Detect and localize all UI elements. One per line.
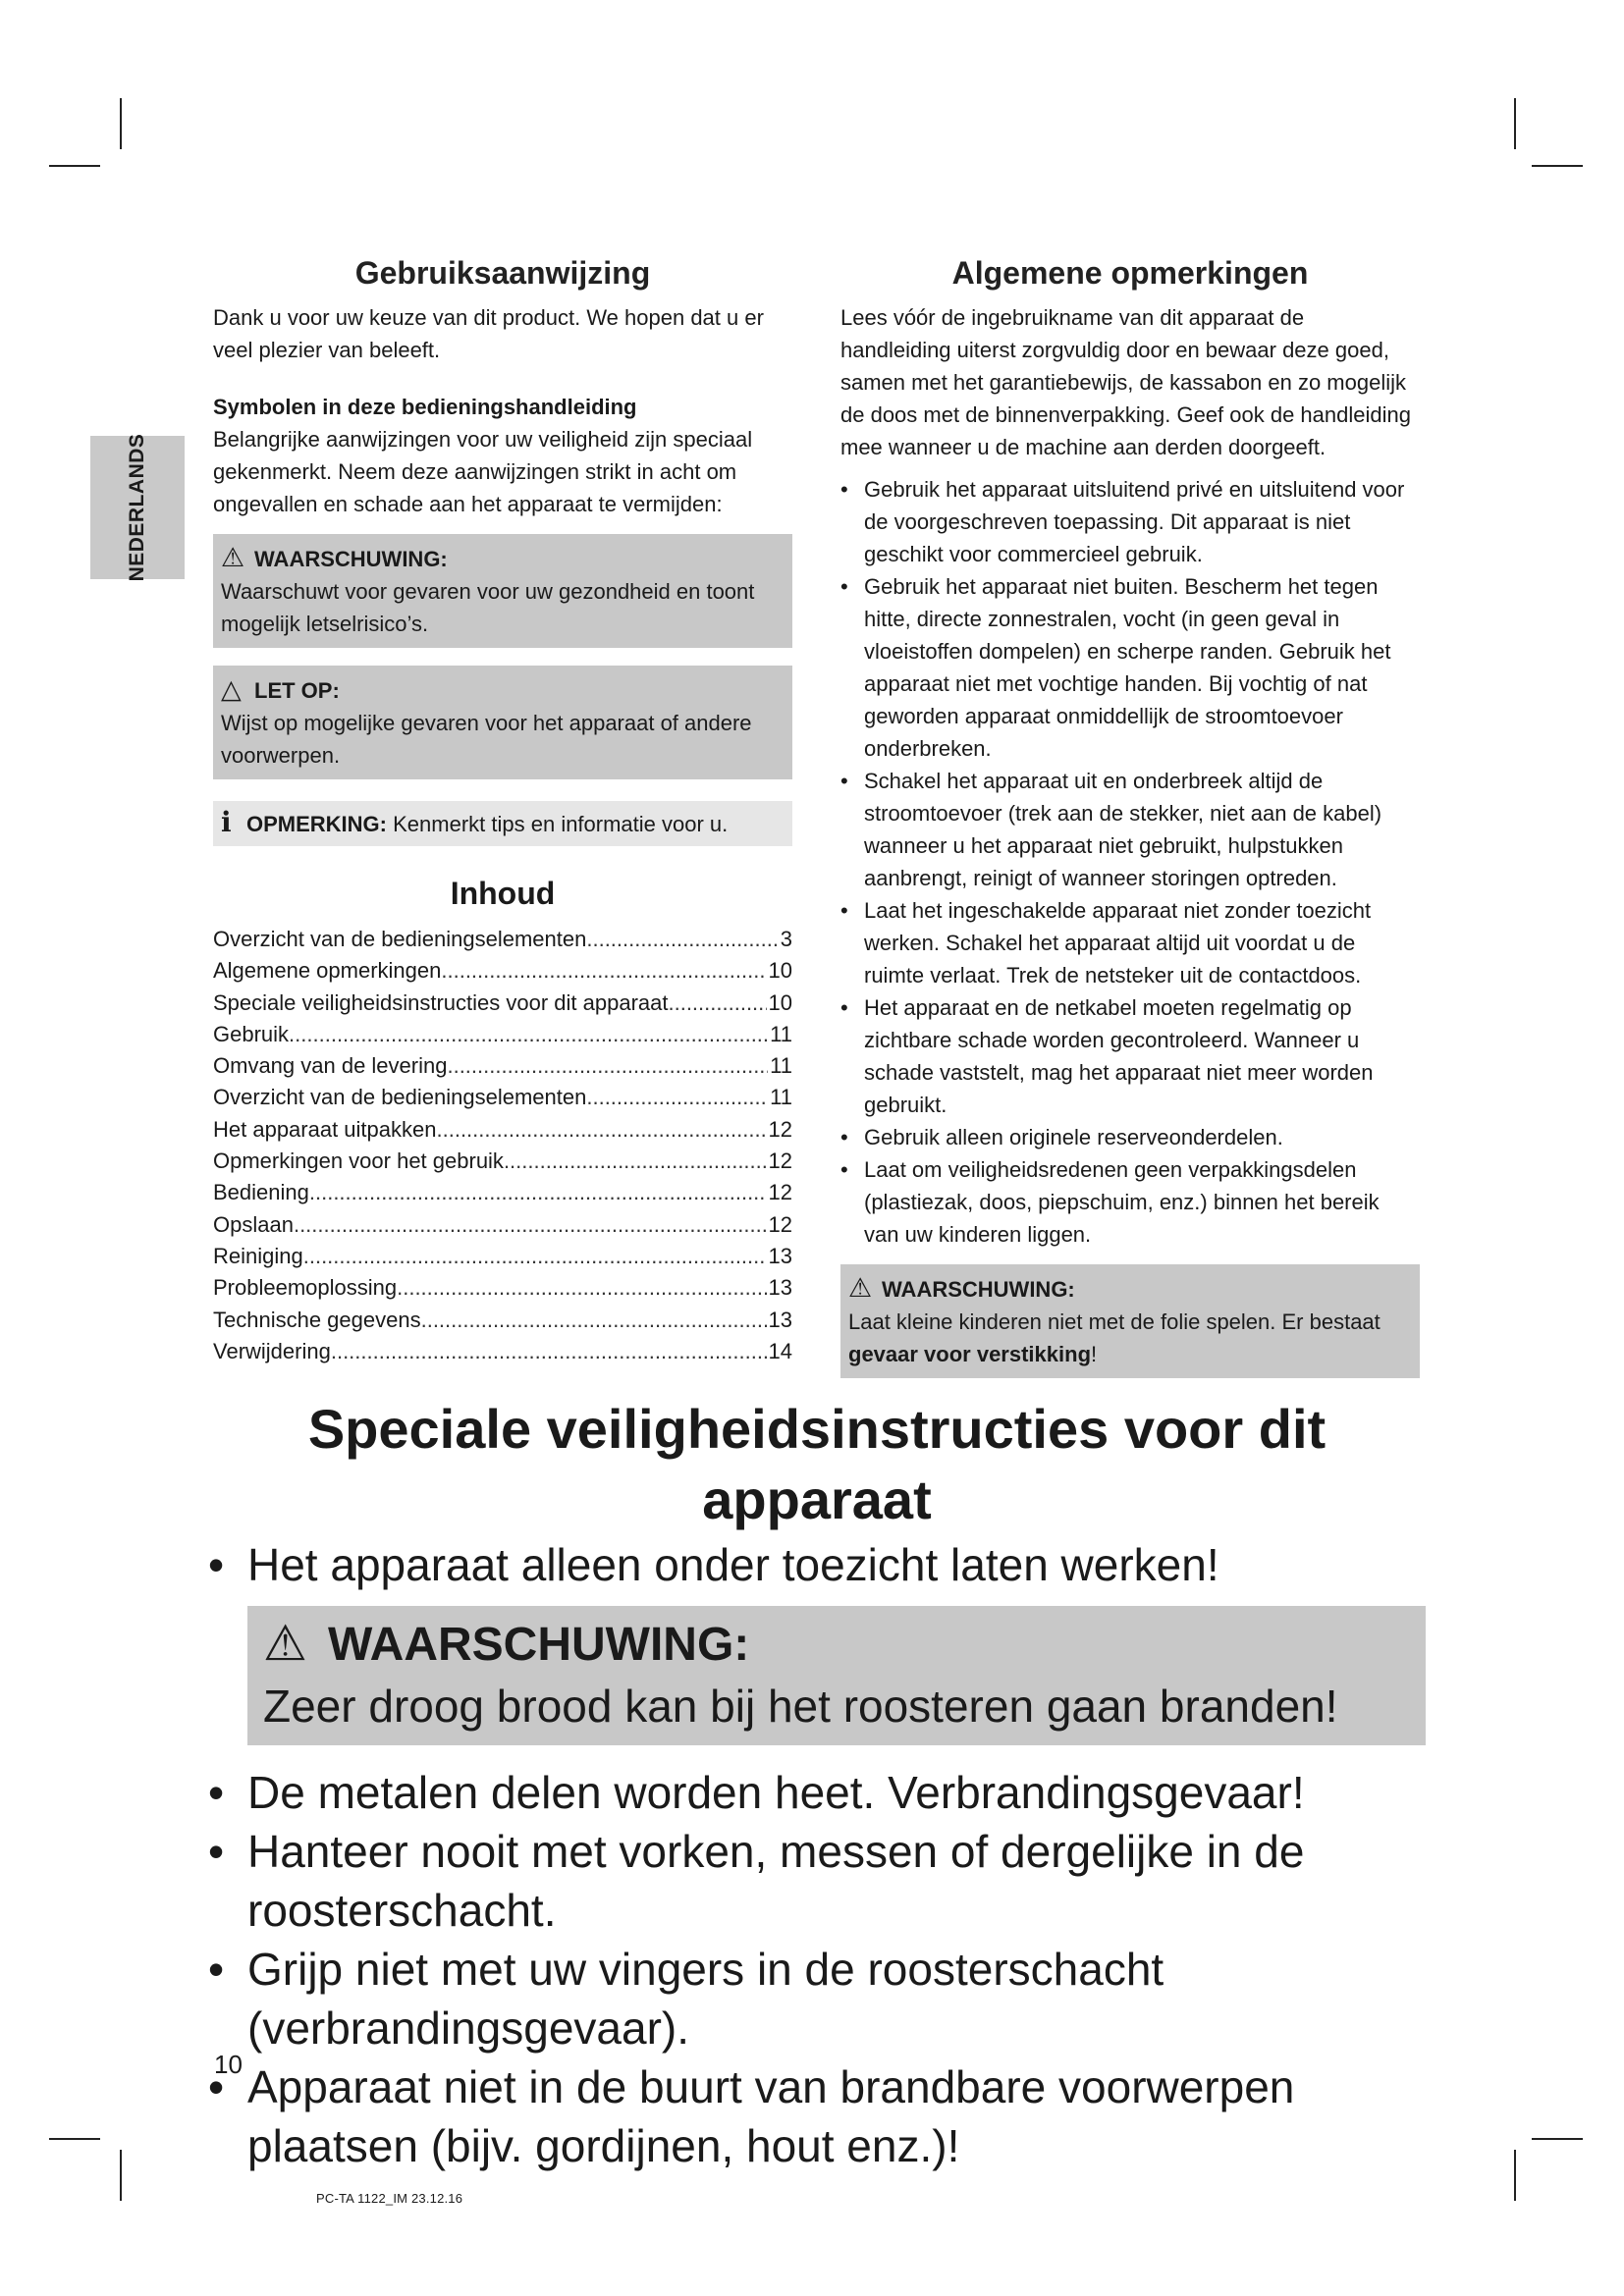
general-notes-list [840, 473, 1420, 1251]
toc-leader [421, 1305, 767, 1336]
toc-list [213, 924, 792, 1367]
toc-leader [586, 924, 778, 955]
toc-entry-title: Gebruik [213, 1021, 290, 1046]
footer-code: PC-TA 1122_IM 23.12.16 [316, 2191, 463, 2206]
language-tab-label: NEDERLANDS [126, 433, 148, 582]
right-column [840, 245, 1420, 1378]
toc-leader [309, 1177, 767, 1208]
big-warning-title: WAARSCHUWING: [328, 1619, 750, 1671]
toc-row [213, 1209, 792, 1241]
toc-entry-page: 14 [768, 1338, 792, 1363]
toc-entry-title: Technische gegevens [213, 1307, 421, 1332]
general-note-item: • Schakel het apparaat uit en onderbreek altijd de stroomtoevoer (trek aan de stekker, niet aan de kabel) wanneer u het apparaat niet gebruikt, hulpstukken aanbrengt, reinigt of wanneer storingen optreden. [840, 765, 1420, 894]
warning-bold-text: gevaar voor verstikking [848, 1342, 1092, 1366]
table-of-contents [213, 876, 792, 1367]
toc-entry-title: Verwijdering [213, 1338, 331, 1363]
toc-entry-page: 12 [768, 1148, 792, 1174]
toc-row [213, 955, 792, 987]
toc-entry-page: 11 [770, 1021, 792, 1046]
toc-entry-title: Overzicht van de bedieningselementen [213, 1085, 587, 1110]
toc-entry-title: Algemene opmerkingen [213, 958, 442, 984]
safety-item: • De metalen delen worden heet. Verbrandingsgevaar! [208, 1763, 1426, 1822]
toc-leader [668, 988, 766, 1019]
special-safety-list [208, 1535, 1426, 1594]
toc-entry-title: Bediening [213, 1180, 309, 1205]
general-note-item: • Gebruik het apparaat niet buiten. Bescherm het tegen hitte, directe zonnestralen, vocht (in geen geval in vloeistoffen dompelen) en scherpe randen. Gebruik het apparaat niet met vochtige handen. Bij vochtig of nat geworden apparaat onmiddellijk de stroomtoevoer onderbreken. [840, 570, 1420, 765]
safety-item: • Het apparaat alleen onder toezicht laten werken! [208, 1535, 1426, 1594]
warning-end: ! [1091, 1342, 1098, 1366]
general-note-item: • Gebruik het apparaat uitsluitend privé en uitsluitend voor de voorgeschreven toepassing. Dit apparaat is niet geschikt voor commercieel gebruik. [840, 473, 1420, 570]
toc-leader [294, 1209, 767, 1241]
general-notes-intro: Lees vóór de ingebruikname van dit apparaat de handleiding uiterst zorgvuldig door en bewaar deze goed, samen met het garantiebewijs, de kassabon en zo mogelijk de doos met de binnenverpakking. Geef ook de handleiding mee wanneer u de machine aan derden doorgeeft. [840, 305, 1411, 459]
special-safety-section [208, 1394, 1426, 2175]
warning-box [213, 534, 792, 648]
language-tab [90, 433, 185, 582]
special-safety-list-2 [208, 1763, 1426, 2175]
symbols-heading: Symbolen in deze bedieningshandleiding [213, 395, 637, 419]
toc-title: Inhoud [450, 876, 556, 911]
toc-entry-title: Het apparaat uitpakken [213, 1116, 437, 1142]
big-warning-box [247, 1606, 1426, 1745]
toc-leader [437, 1114, 767, 1146]
crop-mark [49, 165, 100, 167]
warning-triangle-icon: ⚠ [848, 1273, 873, 1303]
toc-row [213, 1305, 792, 1336]
toc-entry-page: 13 [768, 1243, 792, 1268]
crop-mark [49, 2138, 100, 2140]
intro-text: Dank u voor uw keuze van dit product. We hopen dat u er veel plezier van beleeft. [213, 305, 764, 362]
crop-mark [1514, 98, 1516, 149]
toc-entry-title: Overzicht van de bedieningselementen [213, 927, 587, 951]
toc-row [213, 1019, 792, 1050]
toc-row [213, 1146, 792, 1177]
toc-entry-page: 13 [768, 1307, 792, 1332]
safety-item: • Hanteer nooit met vorken, messen of dergelijke in de roosterschacht. [208, 1822, 1426, 1940]
symbols-text: Belangrijke aanwijzingen voor uw veiligheid zijn speciaal gekenmerkt. Neem deze aanwijzingen strikt in acht om ongevallen en schade aan het apparaat te vermijden: [213, 427, 753, 516]
warning-title: WAARSCHUWING: [882, 1277, 1075, 1302]
general-note-item: • Gebruik alleen originele reserveonderdelen. [840, 1121, 1420, 1153]
safety-item: • Grijp niet met uw vingers in de roosterschacht (verbrandingsgevaar). [208, 1940, 1426, 2057]
general-note-item: • Het apparaat en de netkabel moeten regelmatig op zichtbare schade worden gecontroleerd. Wanneer u schade vaststelt, mag het apparaat niet meer worden gebruikt. [840, 991, 1420, 1121]
toc-leader [289, 1019, 768, 1050]
warning-triangle-icon: ⚠ [263, 1616, 307, 1671]
toc-entry-title: Reiniging [213, 1243, 303, 1268]
note-title: OPMERKING: [246, 812, 387, 836]
toc-leader [504, 1146, 767, 1177]
info-icon: i [221, 806, 232, 838]
toc-leader [441, 955, 766, 987]
toc-entry-page: 13 [768, 1275, 792, 1301]
toc-row [213, 1114, 792, 1146]
toc-entry-page: 11 [770, 1053, 792, 1079]
toc-row [213, 1336, 792, 1367]
toc-entry-title: Opslaan [213, 1211, 294, 1237]
toc-row [213, 1241, 792, 1272]
toc-leader [331, 1336, 767, 1367]
general-note-item: • Laat het ingeschakelde apparaat niet zonder toezicht werken. Schakel het apparaat altijd uit voordat u de ruimte verlaat. Trek de netsteker uit de contactdoos. [840, 894, 1420, 991]
note-box [213, 801, 792, 846]
warning-triangle-icon: ⚠ [221, 543, 245, 572]
crop-mark [1514, 2150, 1516, 2201]
toc-entry-title: Omvang van de levering [213, 1053, 448, 1079]
toc-leader [447, 1050, 768, 1082]
crop-mark [120, 98, 122, 149]
toc-row [213, 988, 792, 1019]
toc-entry-title: Speciale veiligheidsinstructies voor dit apparaat [213, 989, 669, 1015]
crop-mark [120, 2150, 122, 2201]
manual-title: Gebruiksaanwijzing [354, 255, 651, 291]
toc-entry-title: Probleemoplossing [213, 1275, 398, 1301]
caution-box [213, 666, 792, 779]
warning-text: Waarschuwt voor gevaren voor uw gezondheid en toont mogelijk letselrisico’s. [221, 579, 755, 636]
caution-text: Wijst op mogelijke gevaren voor het apparaat of andere voorwerpen. [221, 711, 752, 768]
caution-triangle-icon: △ [221, 674, 242, 704]
warning-title: WAARSCHUWING: [254, 547, 448, 571]
crop-mark [1532, 165, 1583, 167]
toc-entry-title: Opmerkingen voor het gebruik [213, 1148, 504, 1174]
special-safety-title: Speciale veiligheidsinstructies voor dit apparaat [307, 1398, 1326, 1530]
toc-entry-page: 11 [770, 1085, 792, 1110]
left-column [213, 245, 792, 1367]
toc-entry-page: 10 [768, 989, 792, 1015]
toc-leader [586, 1082, 768, 1113]
note-text: Kenmerkt tips en informatie voor u. [393, 812, 729, 836]
toc-row [213, 1082, 792, 1113]
general-note-item: • Laat om veiligheidsredenen geen verpakkingsdelen (plastiezak, doos, piepschuim, enz.) binnen het bereik van uw kinderen liggen. [840, 1153, 1420, 1251]
toc-leader [397, 1272, 766, 1304]
toc-row [213, 1050, 792, 1082]
toc-row [213, 924, 792, 955]
toc-row [213, 1272, 792, 1304]
safety-item: • Apparaat niet in de buurt van brandbare voorwerpen plaatsen (bijv. gordijnen, hout enz.)! [208, 2057, 1426, 2175]
general-notes-title: Algemene opmerkingen [951, 255, 1309, 291]
page-number: 10 [214, 2050, 243, 2079]
big-warning-text: Zeer droog brood kan bij het roosteren gaan branden! [263, 1681, 1338, 1732]
warning-text: Laat kleine kinderen niet met de folie spelen. Er bestaat [848, 1309, 1380, 1334]
toc-entry-page: 12 [768, 1211, 792, 1237]
folie-warning-box [840, 1264, 1420, 1378]
toc-entry-page: 12 [768, 1116, 792, 1142]
caution-title: LET OP: [254, 678, 340, 703]
toc-entry-page: 10 [768, 958, 792, 984]
crop-mark [1532, 2138, 1583, 2140]
toc-row [213, 1177, 792, 1208]
toc-entry-page: 3 [780, 927, 792, 951]
toc-entry-page: 12 [768, 1180, 792, 1205]
toc-leader [303, 1241, 767, 1272]
